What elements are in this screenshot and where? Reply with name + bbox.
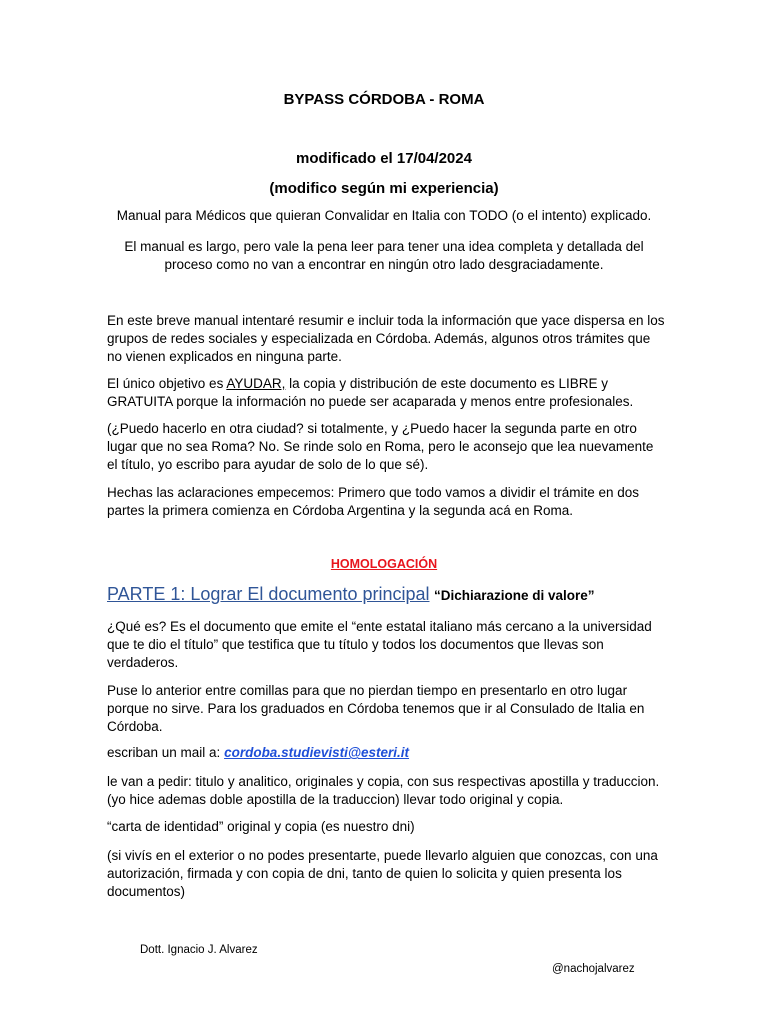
ayudar-emphasis: AYUDAR,	[226, 376, 286, 391]
modified-date: modificado el 17/04/2024	[296, 150, 472, 167]
experience-note: (modifico según mi experiencia)	[269, 180, 499, 197]
paragraph-requirements: le van a pedir: titulo y analitico, originales y copia, con sus respectivas apostilla y traduccion. (yo hice ademas doble apostilla de la traduccion) llevar todo original y copia.	[107, 774, 660, 807]
paragraph-summary: En este breve manual intentaré resumir e incluir toda la información que yace dispersa en los grupos de redes sociales y especializada en Córdoba. Además, algunos otros trámites que no vienen explicados en ninguna parte.	[107, 313, 665, 364]
document-title: BYPASS CÓRDOBA - ROMA	[283, 91, 485, 108]
paragraph-id-card: “carta de identidad” original y copia (es nuestro dni)	[107, 819, 415, 834]
section-title-homologacion: HOMOLOGACIÓN	[330, 557, 438, 571]
part-heading-row	[107, 584, 707, 605]
footer-author: Dott. Ignacio J. Alvarez	[140, 944, 258, 956]
intro-line: Manual para Médicos que quieran Convalidar en Italia con TODO (o el intento) explicado.	[116, 208, 652, 223]
intro-long: El manual es largo, pero vale la pena leer para tener una idea completa y detallada del proceso como no van a encontrar en ningún otro lado desgraciadamente.	[124, 239, 644, 272]
paragraph-consulate: Puse lo anterior entre comillas para que no pierdan tiempo en presentarlo en otro lugar porque no sirve. Para los graduados en Córdoba tenemos que ir al Consulado de Italia en Córdoba.	[107, 683, 645, 734]
mail-prefix: escriban un mail a:	[107, 745, 225, 760]
paragraph-mail	[107, 744, 667, 762]
objective-text-start: El único objetivo es	[107, 376, 227, 391]
paragraph-start: Hechas las aclaraciones empecemos: Primero que todo vamos a dividir el trámite en dos partes la primera comienza en Córdoba Argentina y la segunda acá en Roma.	[107, 485, 639, 518]
part-subtitle: “Dichiarazione di valore”	[433, 588, 595, 603]
objective-text-end: la copia y distribución de este documento es LIBRE y GRATUITA porque la información no puede ser acaparada y menos entre profesionales.	[107, 376, 634, 409]
email-link[interactable]: cordoba.studievisti@esteri.it	[224, 745, 410, 760]
footer-handle: @nachojalvarez	[552, 963, 635, 975]
paragraph-what-is: ¿Qué es? Es el documento que emite el “ente estatal italiano más cercano a la universidad que te dio el título” que testifica que tu título y todos los documentos que llevas son verdaderos.	[107, 619, 652, 670]
part-heading: PARTE 1: Lograr El documento principal	[107, 584, 430, 604]
paragraph-objective	[107, 375, 667, 411]
paragraph-other-city: (¿Puedo hacerlo en otra ciudad? si totalmente, y ¿Puedo hacer la segunda parte en otro lugar que no sea Roma? No. Se rinde solo en Roma, pero le aconsejo que lea nuevamente el título, yo escribo para ayudar de solo de lo que sé).	[107, 421, 654, 472]
paragraph-abroad: (si vivís en el exterior o no podes presentarte, puede llevarlo alguien que conozcas, con una autorización, firmada y con copia de dni, tanto de quien lo solicita y quien presenta los documentos)	[107, 848, 658, 899]
